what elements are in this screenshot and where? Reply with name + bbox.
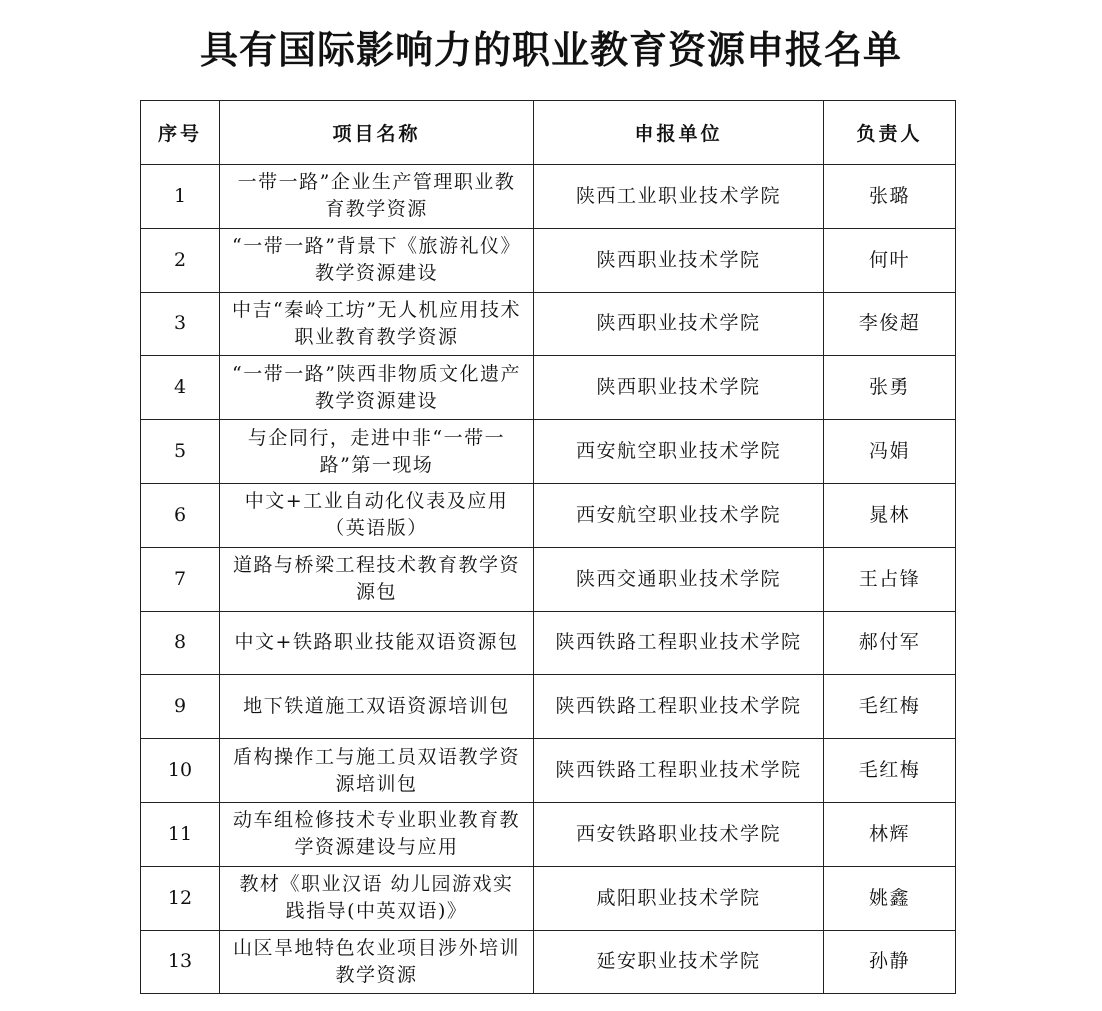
- project-name-cell: 中吉“秦岭工坊”无人机应用技术职业教育教学资源: [220, 292, 534, 356]
- applying-unit-cell: 西安航空职业技术学院: [534, 483, 824, 547]
- person-in-charge-cell: 姚鑫: [824, 866, 956, 930]
- project-name-cell: 与企同行，走进中非“一带一路”第一现场: [220, 420, 534, 484]
- project-name-cell: 教材《职业汉语 幼儿园游戏实践指导(中英双语)》: [220, 866, 534, 930]
- project-name-cell: “一带一路”背景下《旅游礼仪》教学资源建设: [220, 228, 534, 292]
- serial-number-cell: 2: [141, 228, 220, 292]
- table-row: [141, 802, 956, 866]
- applying-unit-cell: 陕西铁路工程职业技术学院: [534, 675, 824, 739]
- serial-number-cell: 4: [141, 356, 220, 420]
- person-in-charge-cell: 林辉: [824, 802, 956, 866]
- table-row: [141, 675, 956, 739]
- table-row: [141, 483, 956, 547]
- person-in-charge-cell: 毛红梅: [824, 675, 956, 739]
- header-applying-unit: 申报单位: [534, 101, 824, 165]
- project-name-cell: “一带一路”陕西非物质文化遗产教学资源建设: [220, 356, 534, 420]
- table-row: [141, 356, 956, 420]
- person-in-charge-cell: 张勇: [824, 356, 956, 420]
- serial-number-cell: 5: [141, 420, 220, 484]
- table-row: [141, 420, 956, 484]
- serial-number-cell: 3: [141, 292, 220, 356]
- serial-number-cell: 1: [141, 165, 220, 229]
- person-in-charge-cell: 王占锋: [824, 547, 956, 611]
- person-in-charge-cell: 孙静: [824, 930, 956, 994]
- applying-unit-cell: 西安铁路职业技术学院: [534, 802, 824, 866]
- project-name-cell: 地下铁道施工双语资源培训包: [220, 675, 534, 739]
- table-row: [141, 739, 956, 803]
- table-row: [141, 228, 956, 292]
- person-in-charge-cell: 张璐: [824, 165, 956, 229]
- serial-number-cell: 7: [141, 547, 220, 611]
- table-row: [141, 292, 956, 356]
- applying-unit-cell: 延安职业技术学院: [534, 930, 824, 994]
- applying-unit-cell: 西安航空职业技术学院: [534, 420, 824, 484]
- person-in-charge-cell: 晁林: [824, 483, 956, 547]
- table-row: [141, 165, 956, 229]
- person-in-charge-cell: 李俊超: [824, 292, 956, 356]
- page-title: 具有国际影响力的职业教育资源申报名单: [199, 28, 902, 72]
- project-name-cell: 动车组检修技术专业职业教育教学资源建设与应用: [220, 802, 534, 866]
- serial-number-cell: 11: [141, 802, 220, 866]
- table-row: [141, 547, 956, 611]
- serial-number-cell: 6: [141, 483, 220, 547]
- serial-number-cell: 8: [141, 611, 220, 675]
- header-person-in-charge: 负责人: [824, 101, 956, 165]
- project-name-cell: 山区旱地特色农业项目涉外培训教学资源: [220, 930, 534, 994]
- project-name-cell: 中文+工业自动化仪表及应用（英语版）: [220, 483, 534, 547]
- applying-unit-cell: 陕西铁路工程职业技术学院: [534, 739, 824, 803]
- header-serial-number: 序号: [141, 101, 220, 165]
- header-project-name: 项目名称: [220, 101, 534, 165]
- project-name-cell: 中文+铁路职业技能双语资源包: [220, 611, 534, 675]
- project-name-cell: 盾构操作工与施工员双语教学资源培训包: [220, 739, 534, 803]
- person-in-charge-cell: 毛红梅: [824, 739, 956, 803]
- serial-number-cell: 12: [141, 866, 220, 930]
- project-name-cell: 一带一路”企业生产管理职业教育教学资源: [220, 165, 534, 229]
- table-body: [141, 165, 956, 994]
- applying-unit-cell: 咸阳职业技术学院: [534, 866, 824, 930]
- person-in-charge-cell: 何叶: [824, 228, 956, 292]
- applying-unit-cell: 陕西职业技术学院: [534, 228, 824, 292]
- applying-unit-cell: 陕西职业技术学院: [534, 356, 824, 420]
- application-list-table: [140, 100, 956, 994]
- applying-unit-cell: 陕西铁路工程职业技术学院: [534, 611, 824, 675]
- applying-unit-cell: 陕西交通职业技术学院: [534, 547, 824, 611]
- serial-number-cell: 10: [141, 739, 220, 803]
- applying-unit-cell: 陕西工业职业技术学院: [534, 165, 824, 229]
- table-header-row: [141, 101, 956, 165]
- table-row: [141, 866, 956, 930]
- person-in-charge-cell: 冯娟: [824, 420, 956, 484]
- serial-number-cell: 13: [141, 930, 220, 994]
- table-row: [141, 930, 956, 994]
- table-row: [141, 611, 956, 675]
- project-name-cell: 道路与桥梁工程技术教育教学资源包: [220, 547, 534, 611]
- serial-number-cell: 9: [141, 675, 220, 739]
- person-in-charge-cell: 郝付军: [824, 611, 956, 675]
- applying-unit-cell: 陕西职业技术学院: [534, 292, 824, 356]
